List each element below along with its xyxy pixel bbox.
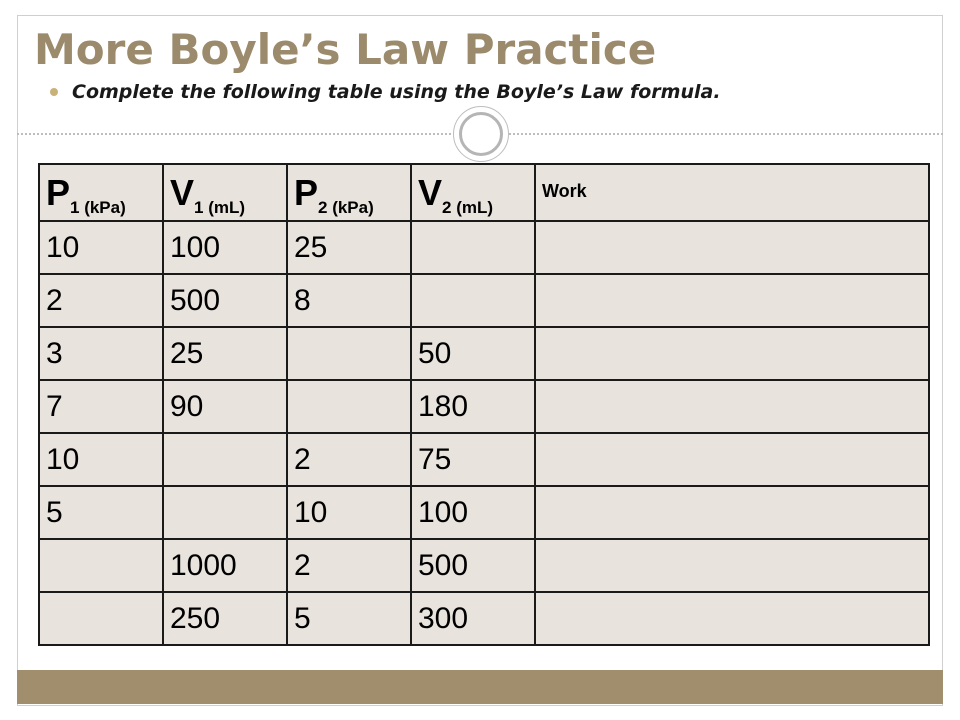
header-p1 (39, 164, 163, 221)
table-header-row (39, 164, 929, 221)
table-cell[interactable]: 2 (39, 274, 163, 327)
footer-bar (17, 670, 943, 704)
table-cell[interactable]: 7 (39, 380, 163, 433)
header-v2 (411, 164, 535, 221)
header-v2-main: V (418, 171, 443, 213)
table-cell[interactable] (163, 486, 287, 539)
table-cell[interactable] (535, 539, 929, 592)
table-cell[interactable]: 10 (39, 433, 163, 486)
table-row (39, 433, 929, 486)
boyles-law-table (38, 163, 930, 646)
table-cell[interactable]: 1000 (163, 539, 287, 592)
table-cell[interactable]: 3 (39, 327, 163, 380)
circle-ornament-icon (453, 106, 509, 162)
header-p2-sub: 2 (kPa) (318, 197, 374, 217)
table-cell[interactable]: 500 (411, 539, 535, 592)
table-cell[interactable]: 10 (287, 486, 411, 539)
table-cell[interactable] (411, 221, 535, 274)
table-cell[interactable] (535, 327, 929, 380)
table-cell[interactable]: 5 (39, 486, 163, 539)
table-cell[interactable]: 50 (411, 327, 535, 380)
header-v1-sub: 1 (mL) (194, 197, 246, 217)
table-cell[interactable] (411, 274, 535, 327)
table-cell[interactable] (535, 592, 929, 645)
table-cell[interactable]: 2 (287, 433, 411, 486)
table-cell[interactable]: 2 (287, 539, 411, 592)
slide-title: More Boyle’s Law Practice (34, 25, 657, 74)
table-row (39, 327, 929, 380)
table-cell[interactable] (535, 380, 929, 433)
table-cell[interactable]: 10 (39, 221, 163, 274)
table-cell[interactable]: 75 (411, 433, 535, 486)
bullet-dot-icon (50, 88, 58, 96)
table-cell[interactable]: 25 (163, 327, 287, 380)
table-cell[interactable] (163, 433, 287, 486)
table-cell[interactable] (39, 592, 163, 645)
table-row (39, 539, 929, 592)
table-row (39, 274, 929, 327)
table-cell[interactable]: 8 (287, 274, 411, 327)
table-cell[interactable]: 100 (163, 221, 287, 274)
table-cell[interactable]: 100 (411, 486, 535, 539)
table-cell[interactable] (287, 380, 411, 433)
header-p1-sub: 1 (kPa) (70, 197, 126, 217)
table-cell[interactable] (535, 274, 929, 327)
table-cell[interactable]: 5 (287, 592, 411, 645)
table-cell[interactable] (535, 486, 929, 539)
table-cell[interactable]: 300 (411, 592, 535, 645)
table-row (39, 221, 929, 274)
table-cell[interactable] (535, 221, 929, 274)
header-p2-main: P (294, 171, 319, 213)
table-cell[interactable] (535, 433, 929, 486)
table-cell[interactable]: 90 (163, 380, 287, 433)
header-p2 (287, 164, 411, 221)
table-cell[interactable]: 25 (287, 221, 411, 274)
table-cell[interactable]: 500 (163, 274, 287, 327)
table-cell[interactable]: 250 (163, 592, 287, 645)
header-v2-sub: 2 (mL) (442, 197, 494, 217)
table-cell[interactable] (39, 539, 163, 592)
header-v1-main: V (170, 171, 195, 213)
header-p1-main: P (46, 171, 71, 213)
header-v1 (163, 164, 287, 221)
bullet-item (50, 80, 721, 104)
table-cell[interactable] (287, 327, 411, 380)
table-cell[interactable]: 180 (411, 380, 535, 433)
table-row (39, 486, 929, 539)
header-work: Work (535, 164, 929, 221)
bullet-text: Complete the following table using the Boyle’s Law formula. (72, 81, 721, 103)
table-row (39, 592, 929, 645)
table-row (39, 380, 929, 433)
